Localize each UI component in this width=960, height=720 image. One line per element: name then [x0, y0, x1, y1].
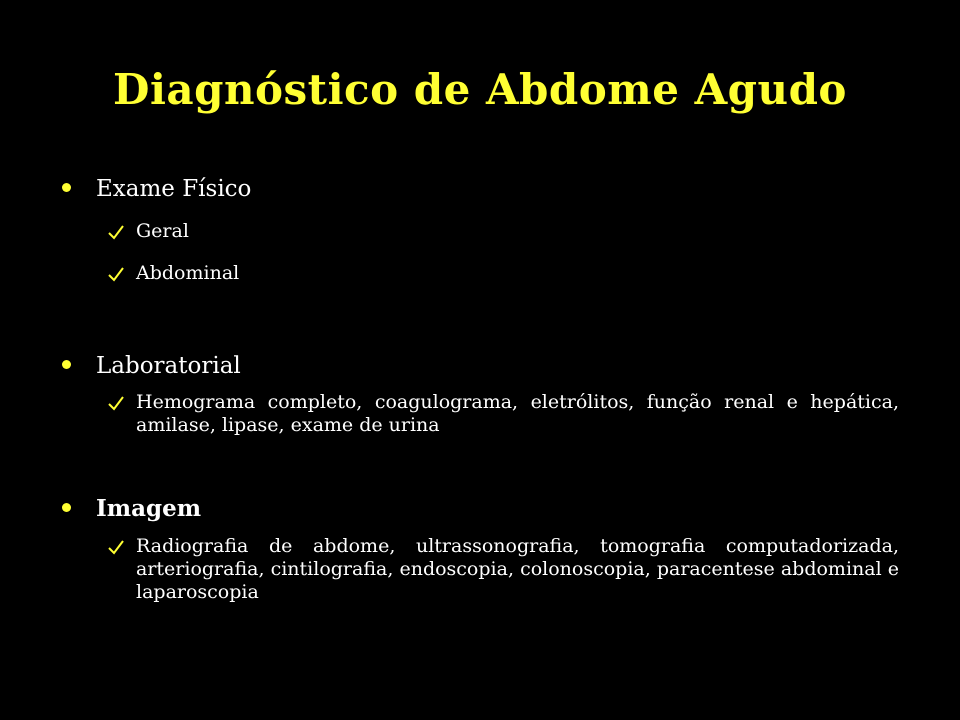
slide-title: Diagnóstico de Abdome Agudo	[113, 65, 847, 114]
checkmark-icon	[107, 538, 125, 556]
bullet-dot-icon	[62, 360, 71, 369]
bullet-label: Exame Físico	[96, 176, 252, 202]
bullet-dot-icon	[62, 503, 71, 512]
bullet-label: Laboratorial	[96, 353, 241, 379]
sub-item-text: Radiografia de abdome, ultrassonografia, tomografia computadorizada, arteriografia, cintilografia, endoscopia, colonoscopia, paracentese abdominal e laparoscopia	[136, 535, 899, 603]
checkmark-icon	[107, 265, 125, 283]
sub-item-text: Hemograma completo, coagulograma, eletrólitos, função renal e hepática, amilase, lipase, exame de urina	[136, 391, 899, 436]
sub-item-text: Abdominal	[136, 262, 240, 284]
checkmark-icon	[107, 394, 125, 412]
sub-item-text: Geral	[136, 220, 189, 242]
checkmark-icon	[107, 223, 125, 241]
bullet-label: Imagem	[96, 495, 202, 522]
bullet-dot-icon	[62, 183, 71, 192]
